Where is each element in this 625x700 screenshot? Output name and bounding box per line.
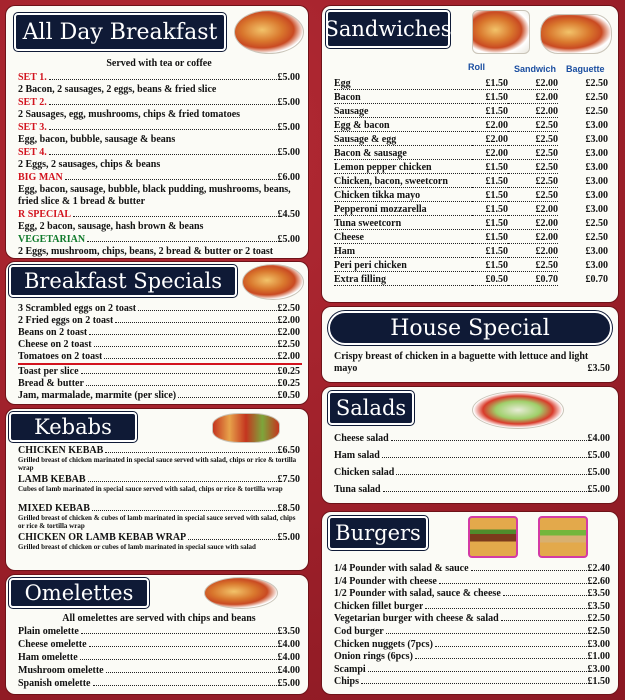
- item-description: Grilled breast of chicken or cubes of lamb marinated in special sauce with salad: [18, 543, 256, 551]
- menu-item: [18, 303, 300, 315]
- item-price: £4.00: [277, 652, 300, 663]
- item-price: £0.50: [277, 390, 300, 401]
- menu-item: [334, 639, 610, 651]
- house-special-panel: [322, 307, 618, 382]
- all-day-breakfast-panel: [6, 6, 308, 258]
- item-price: £1.50: [587, 676, 610, 688]
- item-name: Tuna salad: [334, 484, 381, 495]
- menu-item: [334, 467, 610, 479]
- menu-item: [334, 588, 610, 600]
- item-price: £4.00: [277, 665, 300, 676]
- item-price: £5.00: [587, 450, 610, 461]
- item-name: R SPECIAL: [18, 209, 72, 220]
- price-sandwich: £2.50: [508, 148, 558, 160]
- salads-header: [328, 391, 414, 425]
- column-header-roll: Roll: [468, 62, 485, 72]
- item-name: SET 4.: [18, 147, 47, 158]
- price-roll: £2.00: [472, 134, 508, 146]
- item-name: Extra filling: [334, 274, 472, 286]
- item-description: Egg, 2 bacon, sausage, hash brown & beans: [18, 221, 204, 232]
- menu-item: [18, 665, 300, 677]
- price-baguette: £3.00: [585, 176, 608, 187]
- salad-image: [472, 391, 564, 429]
- item-description: 2 Bacon, 2 sausages, 2 eggs, beans & fried slice: [18, 84, 217, 95]
- item-price: £1.00: [587, 651, 610, 663]
- menu-item: [334, 450, 610, 462]
- price-baguette: £3.00: [585, 120, 608, 131]
- menu-item: [18, 172, 300, 184]
- item-name: Spanish omelette: [18, 678, 91, 689]
- item-price: £5.00: [277, 97, 300, 108]
- menu-item: [334, 626, 610, 638]
- price-roll: £1.50: [472, 260, 508, 272]
- menu-item: [18, 234, 300, 246]
- menu-item: [18, 315, 300, 327]
- price-sandwich: £2.50: [508, 120, 558, 132]
- salads-panel: [322, 387, 618, 503]
- item-name: Plain omelette: [18, 626, 79, 637]
- item-name: Bacon: [334, 92, 472, 104]
- item-name: LAMB KEBAB: [18, 474, 86, 485]
- price-baguette: £2.50: [585, 78, 608, 89]
- item-price: £2.60: [587, 575, 610, 587]
- omelette-image: [204, 577, 278, 609]
- item-name: Ham: [334, 246, 472, 258]
- item-name: Egg & bacon: [334, 120, 472, 132]
- price-sandwich: £2.50: [508, 134, 558, 146]
- price-baguette: £3.00: [585, 190, 608, 201]
- breakfast-plate-image: [234, 10, 304, 54]
- kebab-image: [212, 413, 280, 443]
- item-name: Ham salad: [334, 450, 380, 461]
- item-name: Beans on 2 toast: [18, 327, 88, 338]
- divider: [18, 363, 302, 365]
- sandwich-row: [334, 148, 610, 162]
- item-name: VEGETARIAN: [18, 234, 86, 245]
- item-price: £2.50: [277, 303, 300, 314]
- item-price: £5.00: [277, 234, 300, 245]
- price-roll: £1.50: [472, 162, 508, 174]
- item-name: Sausage: [334, 106, 472, 118]
- sandwich-row: [334, 176, 610, 190]
- item-description: Cubes of lamb marinated in special sauce served with salad, chips or rice & tortilla wrap: [18, 485, 283, 493]
- kebabs-panel: [6, 409, 308, 570]
- sandwiches-panel: [322, 6, 618, 302]
- price-baguette: £2.50: [585, 218, 608, 229]
- item-description: 2 Eggs, mushroom, chips, beans, 2 bread & butter or 2 toast: [18, 246, 274, 257]
- item-price: £2.00: [277, 327, 300, 338]
- item-name: 1/4 Pounder with salad & sauce: [334, 563, 469, 574]
- price-roll: £2.00: [472, 148, 508, 160]
- item-name: Jam, marmalade, marmite (per slice): [18, 390, 177, 401]
- burgers-panel: [322, 512, 618, 694]
- baguette-image: [540, 14, 612, 54]
- item-price: £7.50: [277, 474, 300, 485]
- item-name: Chicken nuggets (7pcs): [334, 638, 433, 650]
- item-price: £4.00: [587, 433, 610, 444]
- menu-item: [18, 678, 300, 690]
- item-description: 2 Sausages, egg, mushrooms, chips & fried tomatoes: [18, 109, 241, 120]
- price-roll: £1.50: [472, 232, 508, 244]
- price-roll: £2.00: [472, 120, 508, 132]
- item-name: Cheese on 2 toast: [18, 339, 92, 350]
- item-price: £3.50: [587, 600, 610, 612]
- item-price: £2.50: [277, 339, 300, 350]
- price-baguette: £3.00: [585, 134, 608, 145]
- item-price: £4.50: [277, 209, 300, 220]
- sandwich-row: [334, 106, 610, 120]
- omelettes-header: [9, 578, 149, 608]
- item-price: £8.50: [277, 503, 300, 514]
- item-name: CHICKEN OR LAMB KEBAB WRAP: [18, 532, 187, 543]
- section-title: Burgers: [335, 521, 421, 545]
- item-name: Scampi: [334, 663, 366, 675]
- sandwich-row: [334, 120, 610, 134]
- menu-item: [18, 327, 300, 339]
- price-baguette: £2.50: [585, 92, 608, 103]
- menu-item: [334, 651, 610, 663]
- item-name: Tomatoes on 2 toast: [18, 351, 103, 362]
- item-name: Tuna sweetcorn: [334, 218, 472, 230]
- sandwich-row: [334, 204, 610, 218]
- item-name: Cheese omelette: [18, 639, 87, 650]
- item-name: Onion rings (6pcs): [334, 651, 413, 663]
- price-sandwich: £2.00: [508, 78, 558, 90]
- item-description: Egg, bacon, sausage, bubble, black pudding, mushrooms, beans, fried slice & 1 bread & butter: [18, 184, 291, 207]
- item-price: £5.00: [587, 484, 610, 495]
- section-title: All Day Breakfast: [22, 19, 218, 45]
- section-title: Sandwiches: [324, 17, 452, 41]
- sandwich-row: [334, 218, 610, 232]
- section-subtitle: All omelettes are served with chips and beans: [62, 613, 256, 624]
- all-day-breakfast-header: [14, 13, 226, 51]
- sandwich-row: [334, 232, 610, 246]
- item-price: £4.00: [277, 639, 300, 650]
- price-baguette: £3.00: [585, 260, 608, 271]
- item-price: £3.00: [587, 663, 610, 675]
- omelettes-panel: [6, 575, 308, 694]
- sandwich-row: [334, 190, 610, 204]
- item-price: £5.00: [277, 122, 300, 133]
- item-price: £2.40: [587, 563, 610, 574]
- item-price: £3.50: [587, 588, 610, 600]
- menu-item: [18, 209, 300, 221]
- item-name: Bacon & sausage: [334, 148, 472, 160]
- section-title: Kebabs: [34, 415, 112, 439]
- menu-item: [18, 72, 300, 84]
- item-price: £5.00: [277, 678, 300, 689]
- item-price: £2.50: [587, 626, 610, 637]
- menu-item: [334, 676, 610, 688]
- price-roll: £1.50: [472, 204, 508, 216]
- section-subtitle: Served with tea or coffee: [106, 58, 212, 69]
- item-price: £6.50: [277, 445, 300, 456]
- chicken-burger-image: [538, 516, 588, 558]
- menu-item: [334, 576, 610, 588]
- item-name: Chicken salad: [334, 467, 395, 478]
- section-title: House Special: [390, 315, 550, 341]
- sandwiches-header: [326, 10, 450, 48]
- item-name: Cod burger: [334, 626, 384, 637]
- price-baguette: £3.00: [585, 148, 608, 159]
- price-roll: £1.50: [472, 218, 508, 230]
- sandwich-row: [334, 162, 610, 176]
- menu-item: [18, 366, 300, 378]
- menu-item: [18, 97, 300, 109]
- menu-item: [18, 626, 300, 638]
- item-price: £5.00: [277, 147, 300, 158]
- sandwich-row: [334, 246, 610, 260]
- price-baguette: £3.00: [585, 204, 608, 215]
- item-price: £3.50: [587, 363, 610, 374]
- house-special-header: [328, 311, 612, 345]
- price-roll: £0.50: [472, 274, 508, 286]
- item-description: Grilled breast of chicken & cubes of lamb marinated in special sauce served with salad, chips or rice & tortilla wrap: [18, 514, 296, 530]
- item-price: £2.00: [277, 351, 300, 362]
- item-name: Vegetarian burger with cheese & salad: [334, 613, 499, 625]
- price-sandwich: £0.70: [508, 274, 558, 286]
- burger-image: [468, 516, 518, 558]
- item-name: Lemon pepper chicken: [334, 162, 472, 174]
- menu-item: [18, 339, 300, 351]
- menu-item: [18, 378, 300, 390]
- breakfast-specials-header: [9, 265, 237, 297]
- menu-item: [18, 351, 300, 363]
- item-name: 2 Fried eggs on 2 toast: [18, 315, 114, 326]
- item-name: Egg: [334, 78, 472, 90]
- menu-item: [334, 613, 610, 625]
- price-roll: £1.50: [472, 246, 508, 258]
- item-name: Sausage & egg: [334, 134, 472, 146]
- item-name: SET 2.: [18, 97, 47, 108]
- specials-plate-image: [242, 264, 304, 300]
- price-baguette: £2.50: [585, 106, 608, 117]
- menu-item: [18, 639, 300, 651]
- price-sandwich: £2.50: [508, 162, 558, 174]
- burgers-header: [328, 516, 428, 550]
- item-name: Toast per slice: [18, 366, 79, 377]
- price-roll: £1.50: [472, 106, 508, 118]
- item-price: £6.00: [277, 172, 300, 183]
- section-title: Salads: [335, 396, 407, 420]
- item-name: CHICKEN KEBAB: [18, 445, 104, 456]
- item-name: Ham omelette: [18, 652, 78, 663]
- menu-item: [18, 652, 300, 664]
- price-sandwich: £2.00: [508, 246, 558, 258]
- menu-item: [18, 390, 300, 402]
- item-description: Egg, bacon, bubble, sausage & beans: [18, 134, 176, 145]
- item-price: £2.50: [587, 613, 610, 625]
- item-price: £2.00: [277, 315, 300, 326]
- sandwich-image: [472, 10, 530, 54]
- item-name: Pepperoni mozzarella: [334, 204, 472, 216]
- menu-item: [334, 601, 610, 613]
- price-sandwich: £2.00: [508, 106, 558, 118]
- sandwich-row: [334, 92, 610, 106]
- item-description: Crispy breast of chicken in a baguette with lettuce and light mayo: [334, 351, 589, 374]
- item-price: £3.50: [277, 626, 300, 637]
- price-sandwich: £2.00: [508, 232, 558, 244]
- item-price: £3.00: [587, 638, 610, 650]
- column-header-baguette: Baguette: [566, 64, 605, 74]
- item-name: 1/4 Pounder with cheese: [334, 575, 437, 587]
- sandwich-row: [334, 260, 610, 274]
- item-price: £5.00: [277, 72, 300, 83]
- price-roll: £1.50: [472, 92, 508, 104]
- price-sandwich: £2.00: [508, 204, 558, 216]
- item-price: £0.25: [277, 366, 300, 377]
- item-name: SET 1.: [18, 72, 47, 83]
- price-sandwich: £2.00: [508, 218, 558, 230]
- price-roll: £1.50: [472, 176, 508, 188]
- price-sandwich: £2.50: [508, 190, 558, 202]
- section-title: Breakfast Specials: [23, 269, 223, 293]
- price-baguette: £3.00: [585, 162, 608, 173]
- sandwich-row: [334, 78, 610, 92]
- item-price: £5.00: [587, 467, 610, 478]
- item-name: Cheese: [334, 232, 472, 244]
- price-sandwich: £2.50: [508, 176, 558, 188]
- sandwich-row: [334, 134, 610, 148]
- price-sandwich: £2.50: [508, 260, 558, 272]
- item-name: 3 Scrambled eggs on 2 toast: [18, 303, 137, 314]
- item-name: Chicken fillet burger: [334, 600, 424, 612]
- breakfast-specials-panel: [6, 262, 308, 404]
- item-price: £5.00: [277, 532, 300, 543]
- menu-item: [334, 484, 610, 496]
- item-name: BIG MAN: [18, 172, 63, 183]
- sandwich-row: [334, 274, 610, 288]
- menu-item: [18, 122, 300, 134]
- item-name: 1/2 Pounder with salad, sauce & cheese: [334, 588, 501, 600]
- menu-item: [334, 664, 610, 676]
- column-header-sandwich: Sandwich: [514, 64, 557, 74]
- item-name: Chicken, bacon, sweetcorn: [334, 176, 472, 188]
- menu-item: [334, 563, 610, 575]
- price-baguette: £2.50: [585, 232, 608, 243]
- price-baguette: £0.70: [585, 274, 608, 285]
- menu-item: [334, 433, 610, 445]
- item-price: £0.25: [277, 378, 300, 389]
- item-name: Bread & butter: [18, 378, 84, 389]
- price-sandwich: £2.00: [508, 92, 558, 104]
- item-name: Chicken tikka mayo: [334, 190, 472, 202]
- item-description: Grilled breast of chicken marinated in special sauce served with salad, chips or rice & tortilla wrap: [18, 456, 297, 472]
- price-roll: £1.50: [472, 78, 508, 90]
- menu-item: [18, 147, 300, 159]
- item-name: SET 3.: [18, 122, 47, 133]
- kebabs-header: [9, 412, 137, 442]
- price-roll: £1.50: [472, 190, 508, 202]
- item-name: Chips: [334, 676, 360, 688]
- item-name: Cheese salad: [334, 433, 389, 444]
- item-name: Peri peri chicken: [334, 260, 472, 272]
- section-title: Omelettes: [24, 581, 134, 605]
- item-name: Mushroom omelette: [18, 665, 104, 676]
- price-baguette: £3.00: [585, 246, 608, 257]
- item-description: 2 Eggs, 2 sausages, chips & beans: [18, 159, 161, 170]
- item-name: MIXED KEBAB: [18, 503, 90, 514]
